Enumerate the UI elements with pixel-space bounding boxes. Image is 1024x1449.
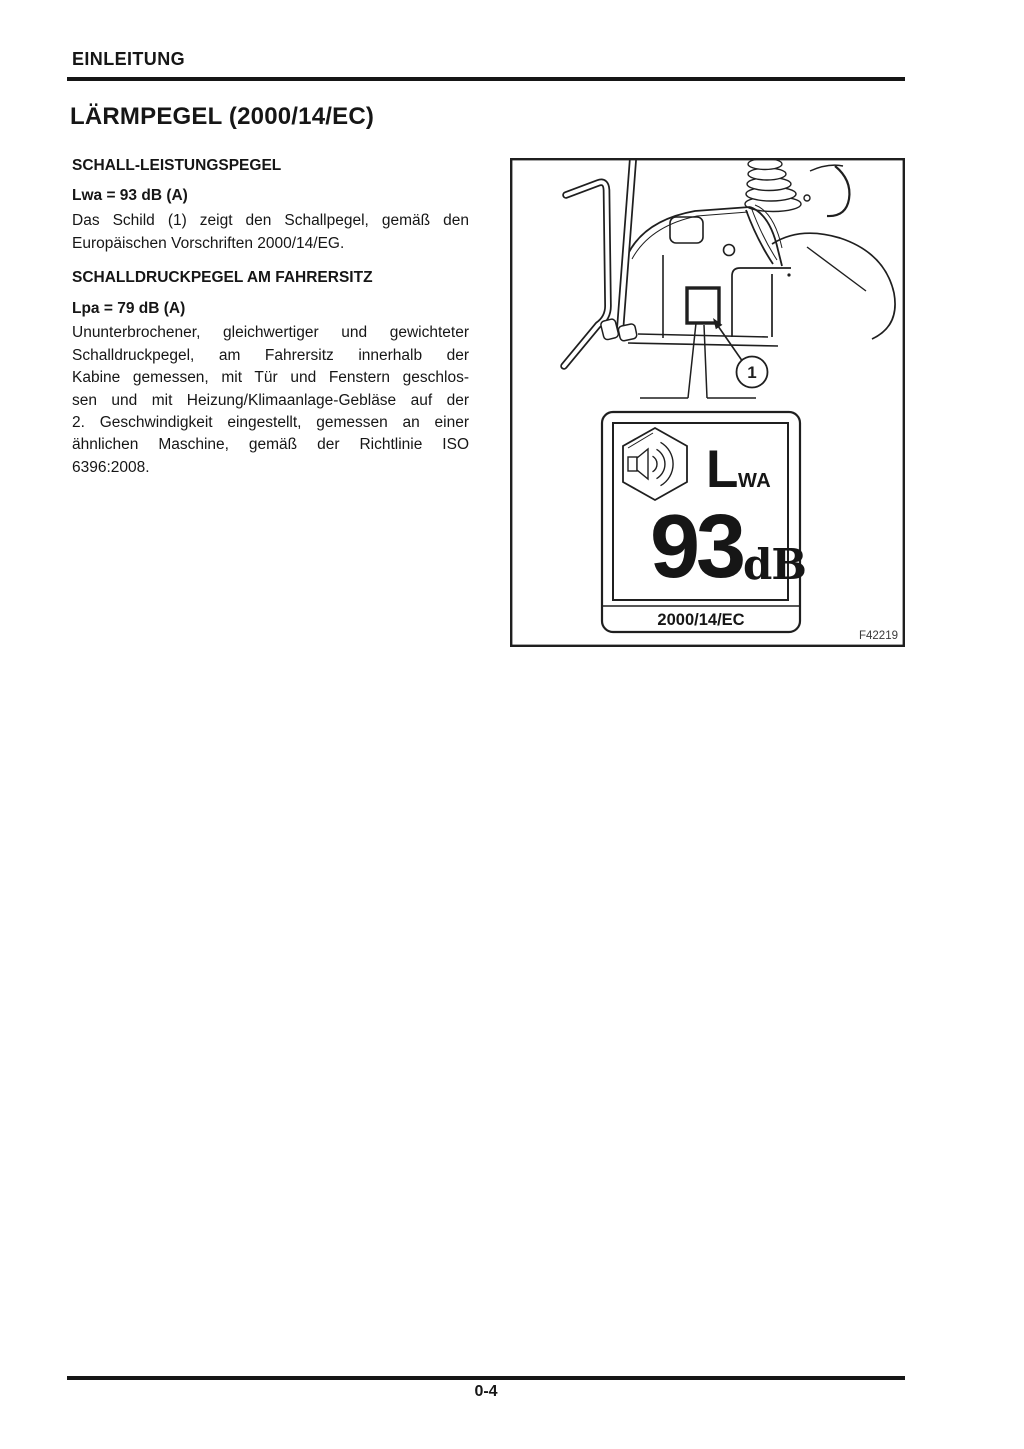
header-rule [67,77,905,81]
section-heading-sound-pressure: SCHALLDRUCKPEGEL AM FAHRERSITZ [72,269,373,287]
figure-noise-label-location [510,158,905,647]
armrest-outline [772,233,895,339]
sound-pressure-paragraph [72,322,469,479]
joystick-bellows-icon [745,159,801,212]
paragraph-line: Schalldruckpegel, am Fahrersitz innerhalb der [72,346,469,364]
level-unit: dB [743,540,806,589]
text-column [72,155,469,479]
cab-console-outline [628,205,791,346]
section-heading-sound-power: SCHALL-LEISTUNGSPEGEL [72,157,282,174]
paragraph-line: Europäischen Vorschriften 2000/14/EG. [72,234,345,252]
figure-code: F42219 [858,630,898,642]
paragraph-line: ähnlichen Maschine, gemäß der Richtlinie ISO [72,436,469,454]
level-subscript: WA [738,470,772,492]
page-number: 0-4 [474,1383,498,1400]
page-header: EINLEITUNG [72,49,186,69]
paragraph-line: Kabine gemessen, mit Tür und Fenstern geschlos- [72,369,469,387]
label-location-square [687,288,719,323]
callout-number: 1 [747,363,757,382]
paragraph-line: Das Schild (1) zeigt den Schallpegel, gemäß den [72,212,469,230]
figure-drawing [510,158,905,647]
grab-handle [564,182,608,366]
page-title: LÄRMPEGEL (2000/14/EC) [70,103,375,130]
paragraph-line: sen und mit Heizung/Klimaanlage-Gebläse auf der [72,391,469,409]
paragraph-line: 6396:2008. [72,458,150,476]
level-value: 93 [650,497,743,597]
cab-pillar [620,159,633,331]
level-letter: L [706,440,739,499]
noise-label [602,412,806,632]
sound-power-value: Lwa = 93 dB (A) [72,187,188,205]
footer-rule [67,1376,905,1380]
directive-text: 2000/14/EC [657,611,745,629]
sound-pressure-value: Lpa = 79 dB (A) [72,299,186,317]
paragraph-line: Ununterbrochener, gleichwertiger und gewichteter [72,324,469,342]
callout-1 [713,318,768,388]
sound-power-paragraph [72,210,469,255]
console-top-right-lines [804,165,849,216]
paragraph-line: 2. Geschwindigkeit eingestellt, gemessen an einer [72,414,469,432]
